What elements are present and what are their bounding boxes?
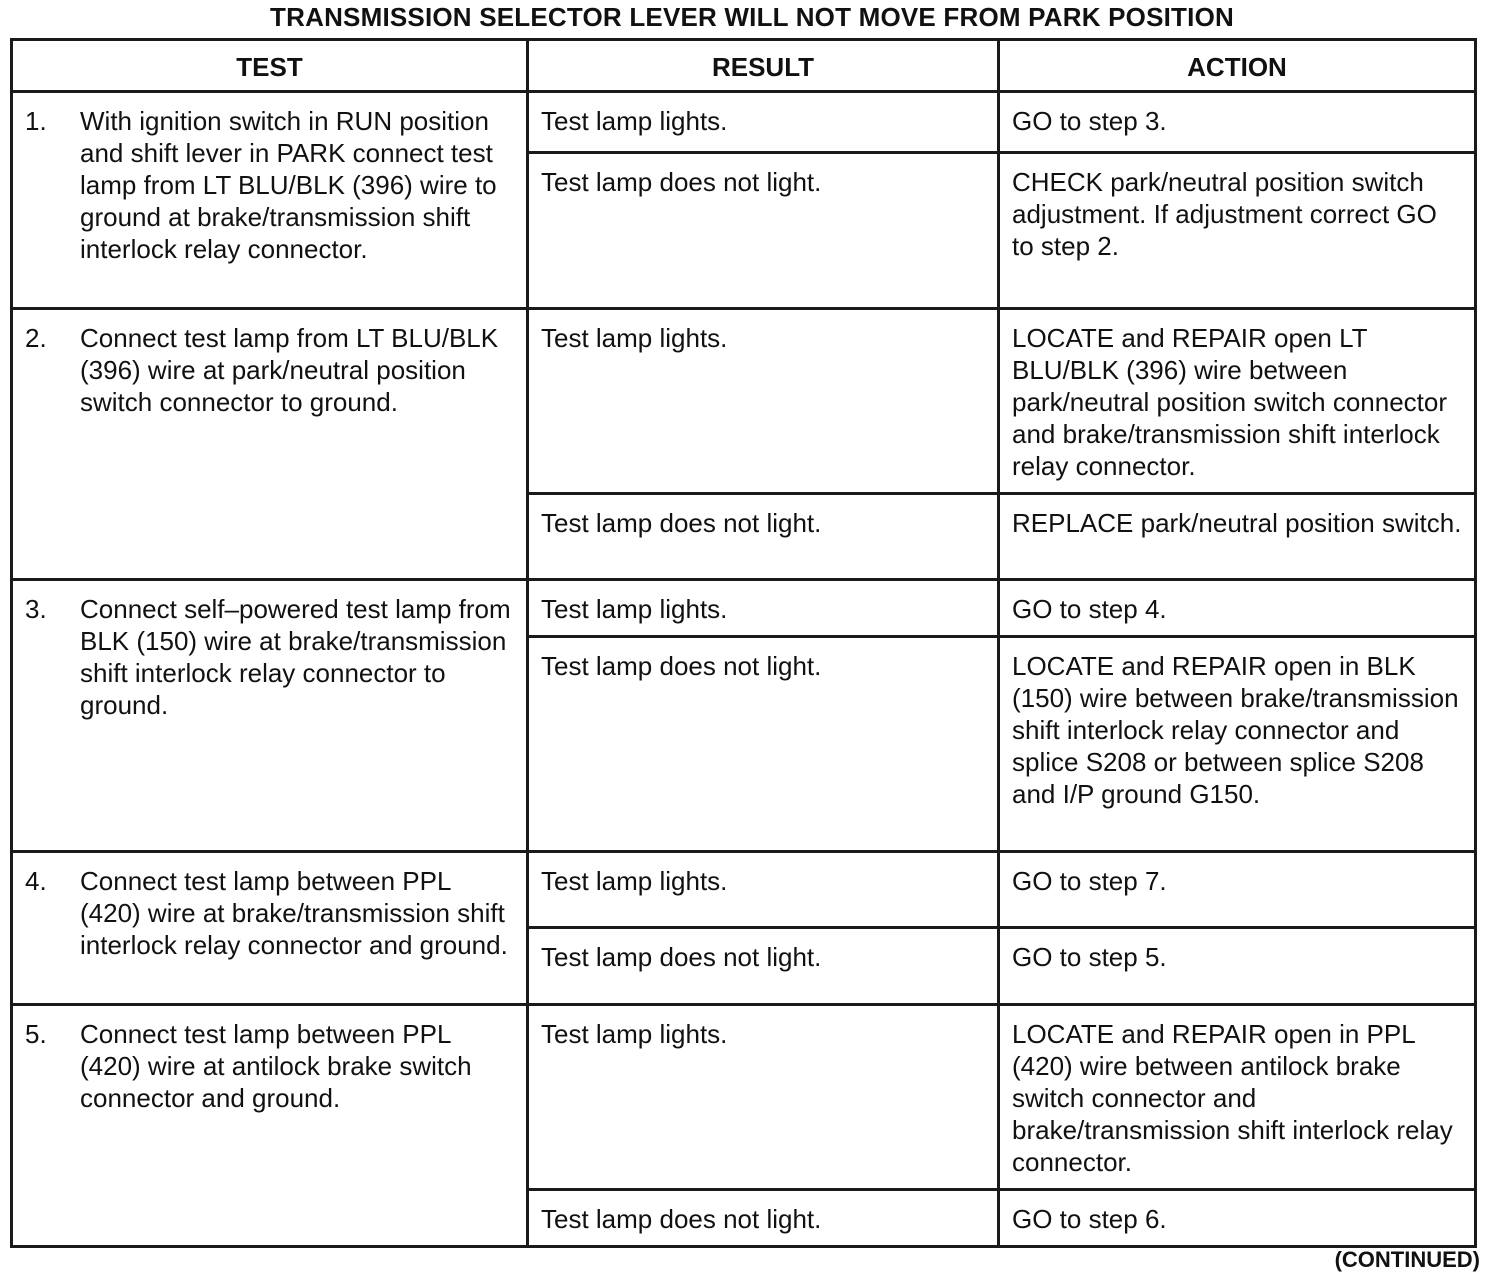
- step-2-action-1: LOCATE and REPAIR open LT BLU/BLK (396) wire between park/neutral position switch connector and brake/transmission shift interlock relay connector.: [999, 309, 1476, 494]
- step-1-action-1: GO to step 3.: [999, 92, 1476, 153]
- step-5-number: 5.: [25, 1019, 47, 1049]
- step-3-result-2: Test lamp does not light.: [528, 637, 999, 852]
- step-4-result-1: Test lamp lights.: [528, 852, 999, 928]
- step-5-action-2: GO to step 6.: [999, 1190, 1476, 1247]
- header-test: TEST: [12, 40, 528, 92]
- step-4-test: [12, 852, 528, 1005]
- step-2-row-a: [12, 309, 1476, 494]
- step-5-result-1: Test lamp lights.: [528, 1005, 999, 1190]
- step-4-number: 4.: [25, 866, 47, 896]
- step-3-test-text: Connect self–powered test lamp from BLK (150) wire at brake/transmission shift interlock relay connector to ground.: [80, 594, 511, 720]
- step-1-test: [12, 92, 528, 309]
- step-2-number: 2.: [25, 323, 47, 353]
- step-5-test-text: Connect test lamp between PPL (420) wire at antilock brake switch connector and ground.: [80, 1019, 472, 1113]
- step-2-test: [12, 309, 528, 580]
- step-4-test-text: Connect test lamp between PPL (420) wire at brake/transmission shift interlock relay connector and ground.: [80, 866, 508, 960]
- step-3-result-1: Test lamp lights.: [528, 580, 999, 637]
- step-3-row-a: [12, 580, 1476, 637]
- step-3-action-2: LOCATE and REPAIR open in BLK (150) wire between brake/transmission shift interlock relay connector and splice S208 or between splice S208 and I/P ground G150.: [999, 637, 1476, 852]
- step-1-row-a: [12, 92, 1476, 153]
- step-5-row-a: [12, 1005, 1476, 1190]
- header-result: RESULT: [528, 40, 999, 92]
- step-3-number: 3.: [25, 594, 47, 624]
- step-2-result-2: Test lamp does not light.: [528, 494, 999, 580]
- continued-label: (CONTINUED): [1334, 1247, 1480, 1272]
- page-title: TRANSMISSION SELECTOR LEVER WILL NOT MOVE FROM PARK POSITION: [270, 2, 1234, 32]
- step-3-action-1: GO to step 4.: [999, 580, 1476, 637]
- step-5-result-2: Test lamp does not light.: [528, 1190, 999, 1247]
- step-1-test-text: With ignition switch in RUN position and shift lever in PARK connect test lamp from LT BLU/BLK (396) wire to ground at brake/transmission shift interlock relay connector.: [80, 106, 497, 264]
- header-action: ACTION: [999, 40, 1476, 92]
- step-3-test: [12, 580, 528, 852]
- step-5-action-1: LOCATE and REPAIR open in PPL (420) wire between antilock brake switch connector and brake/transmission shift interlock relay connector.: [999, 1005, 1476, 1190]
- step-5-test: [12, 1005, 528, 1247]
- step-4-action-1: GO to step 7.: [999, 852, 1476, 928]
- step-2-result-1: Test lamp lights.: [528, 309, 999, 494]
- step-1-result-1: Test lamp lights.: [528, 92, 999, 153]
- step-4-row-a: [12, 852, 1476, 928]
- step-2-test-text: Connect test lamp from LT BLU/BLK (396) wire at park/neutral position switch connector to ground.: [80, 323, 499, 417]
- step-2-action-2: REPLACE park/neutral position switch.: [999, 494, 1476, 580]
- step-4-action-2: GO to step 5.: [999, 928, 1476, 1005]
- step-1-action-2: CHECK park/neutral position switch adjustment. If adjustment correct GO to step 2.: [999, 153, 1476, 309]
- step-4-result-2: Test lamp does not light.: [528, 928, 999, 1005]
- step-1-result-2: Test lamp does not light.: [528, 153, 999, 309]
- diagnostic-table: [10, 38, 1477, 1248]
- step-1-number: 1.: [25, 106, 47, 136]
- header-row: [12, 40, 1476, 92]
